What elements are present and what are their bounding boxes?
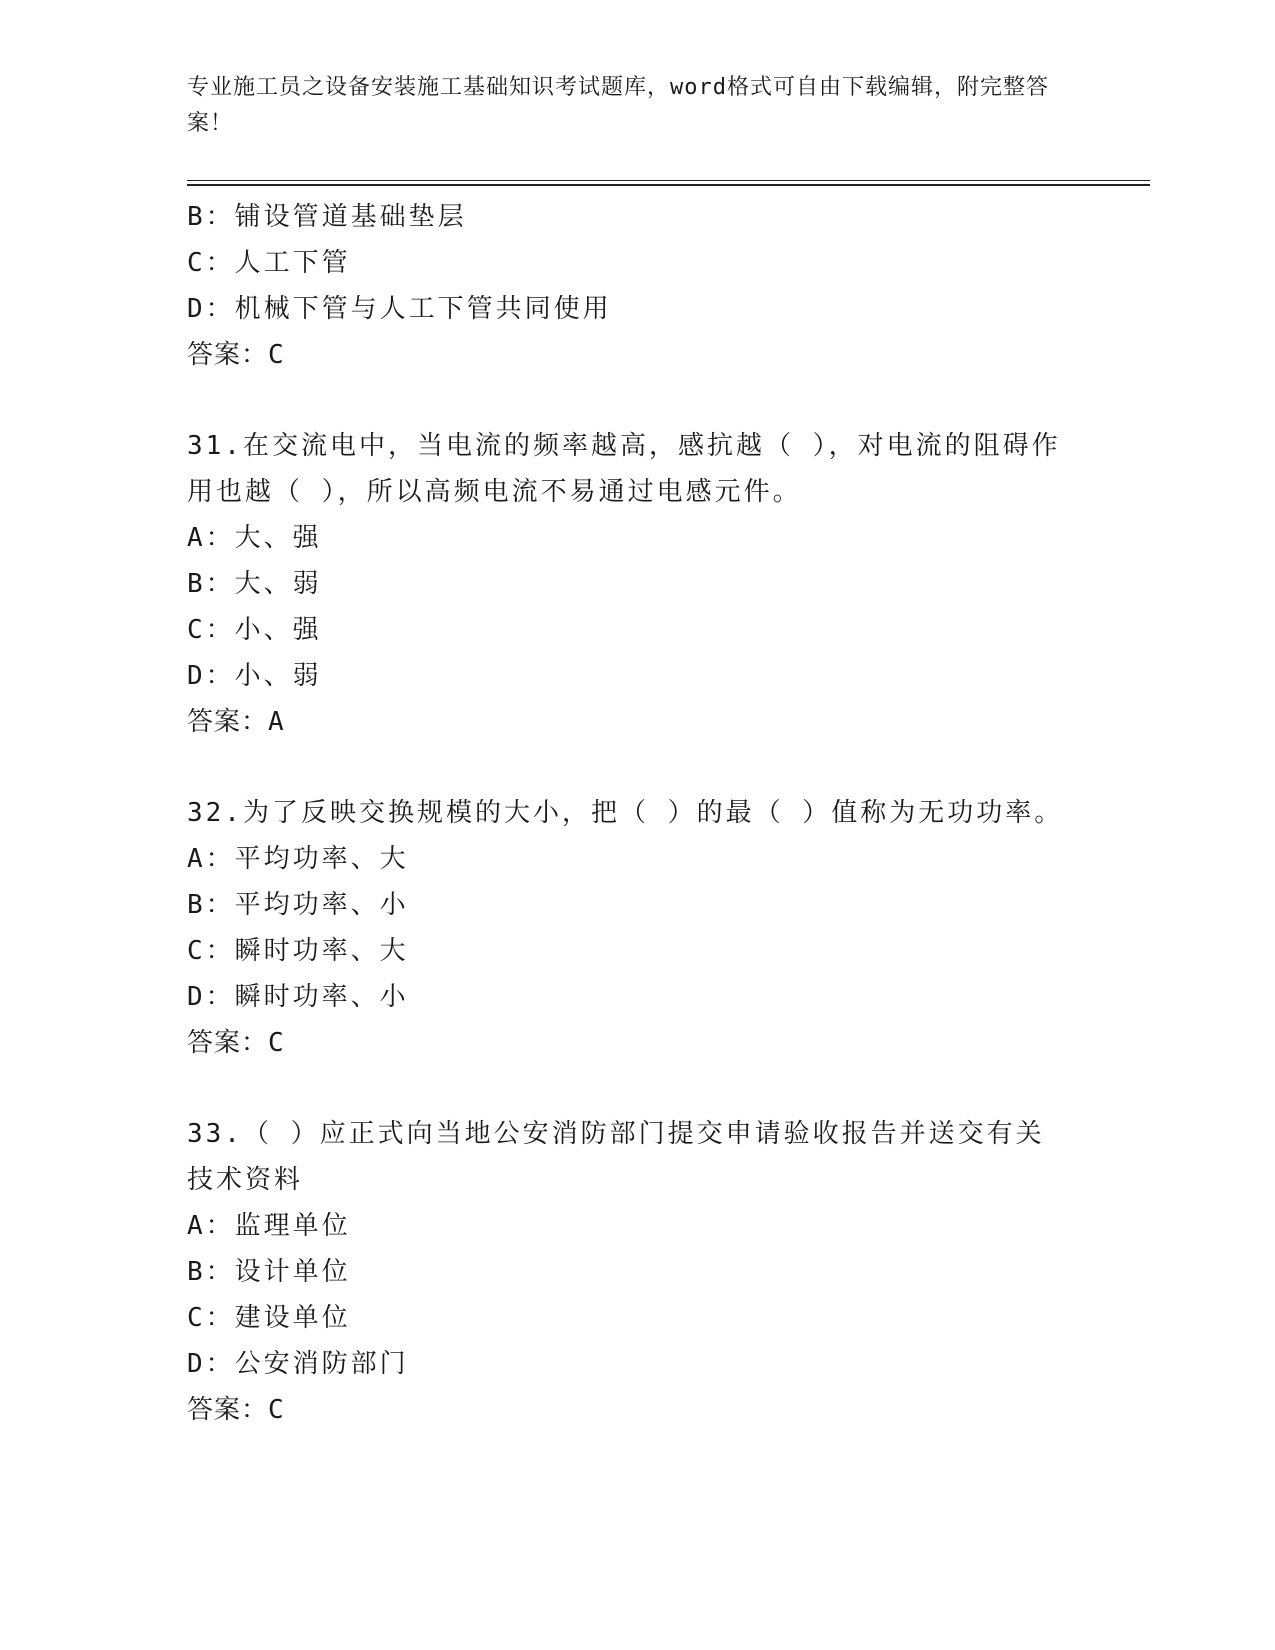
- option-b: B：铺设管道基础垫层: [187, 202, 467, 232]
- option-d: D：小、弱: [187, 661, 322, 691]
- question-stem: 31.在交流电中，当电流的频率越高，感抗越（ ），对电流的阻碍作用也越（ ），所以高频电流不易通过电感元件。: [187, 431, 1061, 507]
- document-page: [187, 70, 1147, 1433]
- option-b: B：大、弱: [187, 569, 322, 599]
- spacer: [187, 1066, 1147, 1111]
- question-stem: 32.为了反映交换规模的大小，把（ ）的最（ ）值称为无功功率。: [187, 798, 1064, 828]
- option-c: C：建设单位: [187, 1303, 351, 1333]
- option-d: D：机械下管与人工下管共同使用: [187, 294, 612, 324]
- option-d: D：公安消防部门: [187, 1349, 409, 1379]
- answer-line: 答案：A: [187, 707, 285, 737]
- answer-line: 答案：C: [187, 1028, 285, 1058]
- question-block: [187, 423, 1147, 745]
- document-header: 专业施工员之设备安装施工基础知识考试题库，word格式可自由下载编辑，附完整答案！: [187, 75, 1049, 136]
- option-a: A：监理单位: [187, 1211, 351, 1241]
- spacer: [187, 745, 1147, 790]
- option-c: C：瞬时功率、大: [187, 936, 409, 966]
- question-block: [187, 194, 1147, 378]
- question-stem: 33.（ ）应正式向当地公安消防部门提交申请验收报告并送交有关技术资料: [187, 1119, 1045, 1195]
- question-block: [187, 1111, 1147, 1433]
- option-c: C：人工下管: [187, 248, 351, 278]
- option-a: A：平均功率、大: [187, 844, 409, 874]
- option-c: C：小、强: [187, 615, 322, 645]
- answer-line: 答案：C: [187, 1395, 285, 1425]
- question-block: [187, 790, 1147, 1066]
- answer-line: 答案：C: [187, 340, 285, 370]
- question-list: [187, 194, 1147, 1433]
- spacer: [187, 378, 1147, 423]
- option-b: B：平均功率、小: [187, 890, 409, 920]
- option-b: B：设计单位: [187, 1257, 351, 1287]
- option-a: A：大、强: [187, 523, 322, 553]
- option-d: D：瞬时功率、小: [187, 982, 409, 1012]
- header-divider: [187, 180, 1150, 186]
